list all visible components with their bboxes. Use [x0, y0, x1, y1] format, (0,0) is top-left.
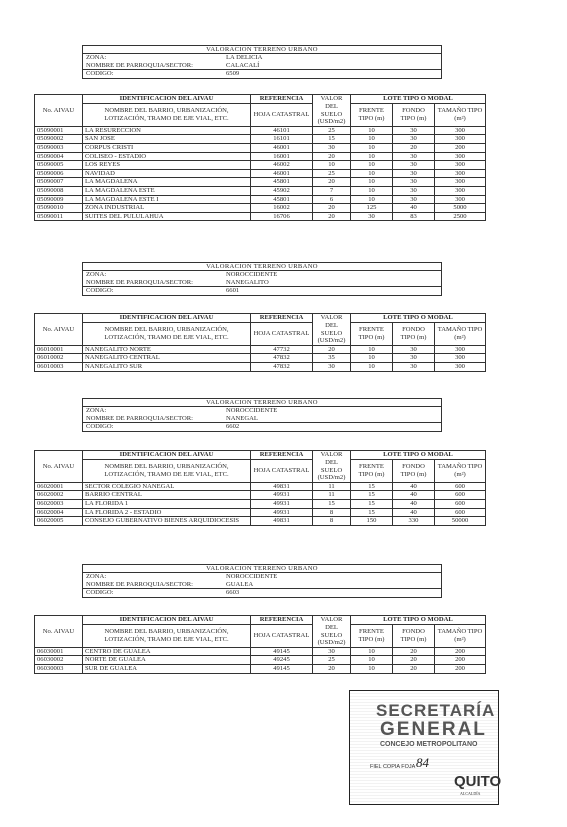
table-cell: NORTE DE GUALEA: [83, 656, 251, 665]
table-cell: LA MAGDALENA ESTE I: [83, 195, 251, 204]
table-cell: 47732: [251, 345, 313, 354]
table-cell: 30: [351, 212, 393, 221]
col-valor: VALOR: [313, 451, 351, 460]
col-suelo: DEL SUELO (USD/m2): [313, 103, 351, 126]
table-cell: 20: [313, 178, 351, 187]
table-cell: 49831: [251, 482, 313, 491]
parroquia-label: NOMBRE DE PARROQUIA/SECTOR:: [86, 61, 193, 69]
col-fondo: FONDO TIPO (m): [393, 459, 435, 482]
table-cell: 600: [435, 491, 486, 500]
codigo-label: CODIGO:: [86, 589, 114, 597]
col-suelo: DEL SUELO (USD/m2): [313, 322, 351, 345]
table-cell: 49931: [251, 500, 313, 509]
table-cell: 40: [393, 482, 435, 491]
table-cell: 49145: [251, 665, 313, 674]
col-lote: LOTE TIPO O MODAL: [351, 95, 486, 104]
table-cell: 05090001: [35, 126, 83, 135]
table-cell: NANEGALITO CENTRAL: [83, 354, 251, 363]
table-cell: 05090003: [35, 144, 83, 153]
table-row: [35, 195, 486, 204]
table-row: [35, 354, 486, 363]
stamp-small-text: ALCALDÍA: [460, 791, 481, 796]
valuation-table: [34, 615, 486, 674]
table-cell: LA MAGDALENA ESTE: [83, 187, 251, 196]
table-cell: 300: [435, 135, 486, 144]
table-cell: 150: [351, 517, 393, 526]
table-cell: 25: [313, 656, 351, 665]
table-cell: 05090002: [35, 135, 83, 144]
table-cell: 15: [351, 500, 393, 509]
section-title: VALORACION TERRENO URBANO: [83, 399, 441, 407]
codigo-row: [83, 286, 441, 294]
table-cell: 45902: [251, 187, 313, 196]
table-row: [35, 345, 486, 354]
table-row: [35, 665, 486, 674]
table-cell: 40: [393, 500, 435, 509]
table-cell: 45801: [251, 178, 313, 187]
table-cell: 7: [313, 187, 351, 196]
table-cell: 2500: [435, 212, 486, 221]
col-suelo: DEL SUELO (USD/m2): [313, 459, 351, 482]
table-cell: CORPUS CRISTI: [83, 144, 251, 153]
table-cell: 46002: [251, 161, 313, 170]
col-tamano: TAMAÑO TIPO (m²): [435, 103, 486, 126]
table-cell: 30: [393, 135, 435, 144]
col-no: No. AIVAU: [35, 314, 83, 346]
stamp-line2: GENERAL: [380, 719, 487, 740]
table-cell: 06030001: [35, 647, 83, 656]
col-tamano: TAMAÑO TIPO (m²): [435, 322, 486, 345]
table-cell: 300: [435, 354, 486, 363]
table-cell: 300: [435, 169, 486, 178]
table-row: [35, 126, 486, 135]
table-cell: 600: [435, 508, 486, 517]
table-row: [35, 500, 486, 509]
table-cell: 30: [393, 178, 435, 187]
col-lote: LOTE TIPO O MODAL: [351, 616, 486, 625]
parroquia-label: NOMBRE DE PARROQUIA/SECTOR:: [86, 414, 193, 422]
col-lote: LOTE TIPO O MODAL: [351, 451, 486, 460]
zona-value: NOROCCIDENTE: [226, 407, 278, 415]
table-cell: 05090010: [35, 204, 83, 213]
codigo-label: CODIGO:: [86, 287, 114, 295]
table-cell: 11: [313, 482, 351, 491]
table-cell: 15: [351, 508, 393, 517]
table-cell: 30: [313, 363, 351, 372]
table-cell: BARRIO CENTRAL: [83, 491, 251, 500]
table-cell: 30: [393, 152, 435, 161]
zona-label: ZONA:: [86, 54, 107, 62]
parroquia-value: NANEGAL: [226, 414, 258, 422]
table-cell: 05090006: [35, 169, 83, 178]
table-cell: 25: [313, 169, 351, 178]
zona-row: [83, 407, 441, 414]
col-valor: VALOR: [313, 616, 351, 625]
col-tamano: TAMAÑO TIPO (m²): [435, 624, 486, 647]
stamp-fiel-copia: FIEL COPIA FOJA: [370, 764, 416, 770]
table-cell: 46001: [251, 169, 313, 178]
table-cell: 10: [351, 647, 393, 656]
col-ref: REFERENCIA: [251, 314, 313, 323]
col-ref: REFERENCIA: [251, 616, 313, 625]
table-cell: 10: [351, 178, 393, 187]
table-cell: COLISEO - ESTADIO: [83, 152, 251, 161]
table-cell: 49245: [251, 656, 313, 665]
table-row: [35, 508, 486, 517]
table-cell: 6: [313, 195, 351, 204]
col-ref: REFERENCIA: [251, 451, 313, 460]
table-cell: 10: [313, 161, 351, 170]
table-cell: 06010001: [35, 345, 83, 354]
table-row: [35, 187, 486, 196]
table-cell: 200: [435, 656, 486, 665]
col-frente: FRENTE TIPO (m): [351, 624, 393, 647]
table-row: [35, 178, 486, 187]
table-cell: 49931: [251, 491, 313, 500]
table-cell: 06030002: [35, 656, 83, 665]
table-cell: 06030003: [35, 665, 83, 674]
table-cell: 600: [435, 482, 486, 491]
parroquia-label: NOMBRE DE PARROQUIA/SECTOR:: [86, 278, 193, 286]
codigo-row: [83, 588, 441, 596]
parroquia-value: CALACALÍ: [226, 61, 260, 69]
table-cell: 40: [393, 508, 435, 517]
table-cell: 47832: [251, 354, 313, 363]
table-cell: 30: [313, 647, 351, 656]
table-cell: 05090007: [35, 178, 83, 187]
table-cell: 10: [351, 656, 393, 665]
table-cell: 10: [351, 135, 393, 144]
codigo-row: [83, 422, 441, 430]
table-cell: 45801: [251, 195, 313, 204]
table-cell: NAVIDAD: [83, 169, 251, 178]
table-cell: 200: [435, 665, 486, 674]
table-cell: 30: [393, 345, 435, 354]
table-cell: CONSEJO GUBERNATIVO BIENES ARQUIDIOCESIS: [83, 517, 251, 526]
table-cell: 05090008: [35, 187, 83, 196]
table-cell: 300: [435, 152, 486, 161]
table-cell: 15: [313, 135, 351, 144]
table-row: [35, 204, 486, 213]
zona-value: LA DELICIA: [226, 54, 263, 62]
table-cell: SECTOR COLEGIO NANEGAL: [83, 482, 251, 491]
table-cell: 300: [435, 187, 486, 196]
zona-row: [83, 54, 441, 61]
parroquia-row: [83, 415, 441, 422]
parroquia-label: NOMBRE DE PARROQUIA/SECTOR:: [86, 580, 193, 588]
table-cell: 30: [393, 354, 435, 363]
header-row: [35, 616, 486, 625]
table-cell: 10: [351, 152, 393, 161]
table-cell: LA RESURECCION: [83, 126, 251, 135]
table-row: [35, 482, 486, 491]
table-cell: 40: [393, 204, 435, 213]
parroquia-row: [83, 581, 441, 588]
table-cell: 06010002: [35, 354, 83, 363]
table-row: [35, 491, 486, 500]
table-cell: 600: [435, 500, 486, 509]
section-header: [82, 262, 442, 296]
zona-value: NOROCCIDENTE: [226, 573, 278, 581]
stamp-line1: SECRETARÍA: [376, 701, 496, 720]
table-cell: 20: [313, 345, 351, 354]
table-row: [35, 135, 486, 144]
table-cell: 40: [393, 491, 435, 500]
subheader-row: [35, 459, 486, 482]
col-nombre: NOMBRE DEL BARRIO, URBANIZACIÓN, LOTIZACIÓN, TRAMO DE EJE VIAL, ETC.: [83, 459, 251, 482]
col-valor: VALOR: [313, 314, 351, 323]
table-cell: SUR DE GUALEA: [83, 665, 251, 674]
section-title: VALORACION TERRENO URBANO: [83, 46, 441, 54]
secretaria-general-stamp: [349, 690, 502, 805]
subheader-row: [35, 624, 486, 647]
zona-label: ZONA:: [86, 573, 107, 581]
table-cell: 30: [393, 195, 435, 204]
table-cell: 16101: [251, 135, 313, 144]
table-cell: 20: [313, 212, 351, 221]
table-cell: 200: [435, 647, 486, 656]
table-row: [35, 517, 486, 526]
subheader-row: [35, 103, 486, 126]
valuation-table: [34, 450, 486, 526]
table-cell: 06010003: [35, 363, 83, 372]
table-cell: 300: [435, 345, 486, 354]
table-cell: 25: [313, 126, 351, 135]
col-fondo: FONDO TIPO (m): [393, 322, 435, 345]
table-cell: 5000: [435, 204, 486, 213]
zona-label: ZONA:: [86, 407, 107, 415]
valuation-table: [34, 313, 486, 372]
col-fondo: FONDO TIPO (m): [393, 624, 435, 647]
codigo-value: 6603: [226, 589, 240, 597]
table-cell: 15: [351, 491, 393, 500]
table-cell: 10: [351, 354, 393, 363]
table-cell: 06020002: [35, 491, 83, 500]
table-row: [35, 144, 486, 153]
codigo-label: CODIGO:: [86, 423, 114, 431]
table-cell: NANEGALITO NORTE: [83, 345, 251, 354]
table-cell: 330: [393, 517, 435, 526]
table-cell: 30: [393, 126, 435, 135]
stamp-page-number: 84: [416, 755, 429, 770]
col-tamano: TAMAÑO TIPO (m²): [435, 459, 486, 482]
col-no: No. AIVAU: [35, 451, 83, 483]
col-no: No. AIVAU: [35, 95, 83, 127]
table-cell: 30: [393, 363, 435, 372]
table-cell: LOS REYES: [83, 161, 251, 170]
table-cell: 10: [351, 665, 393, 674]
table-cell: 06020003: [35, 500, 83, 509]
table-cell: 06020005: [35, 517, 83, 526]
header-row: [35, 95, 486, 104]
stamp-logo: QUITO: [454, 773, 502, 790]
table-cell: 06020004: [35, 508, 83, 517]
col-hoja: HOJA CATASTRAL: [251, 103, 313, 126]
table-cell: 15: [351, 482, 393, 491]
table-cell: 30: [393, 187, 435, 196]
table-row: [35, 152, 486, 161]
table-cell: 16706: [251, 212, 313, 221]
table-cell: 300: [435, 161, 486, 170]
col-ident: IDENTIFICACION DEL AIVAU: [83, 314, 251, 323]
table-cell: 06020001: [35, 482, 83, 491]
table-row: [35, 161, 486, 170]
table-cell: NANEGALITO SUR: [83, 363, 251, 372]
table-cell: 10: [351, 345, 393, 354]
table-cell: LA MAGDALENA: [83, 178, 251, 187]
table-cell: 300: [435, 195, 486, 204]
col-hoja: HOJA CATASTRAL: [251, 322, 313, 345]
table-cell: 49831: [251, 517, 313, 526]
table-cell: 10: [351, 144, 393, 153]
table-cell: ZONA INDUSTRIAL: [83, 204, 251, 213]
col-nombre: NOMBRE DEL BARRIO, URBANIZACIÓN, LOTIZACIÓN, TRAMO DE EJE VIAL, ETC.: [83, 624, 251, 647]
table-cell: 05090009: [35, 195, 83, 204]
table-cell: 15: [313, 500, 351, 509]
table-cell: 30: [393, 169, 435, 178]
col-hoja: HOJA CATASTRAL: [251, 624, 313, 647]
table-cell: 10: [351, 126, 393, 135]
zona-row: [83, 573, 441, 580]
codigo-value: 6602: [226, 423, 240, 431]
table-cell: 35: [313, 354, 351, 363]
table-cell: 10: [351, 169, 393, 178]
table-row: [35, 169, 486, 178]
table-row: [35, 363, 486, 372]
table-cell: SAN JOSE: [83, 135, 251, 144]
table-cell: 46101: [251, 126, 313, 135]
table-cell: 10: [351, 161, 393, 170]
zona-value: NOROCCIDENTE: [226, 271, 278, 279]
col-fondo: FONDO TIPO (m): [393, 103, 435, 126]
col-valor: VALOR: [313, 95, 351, 104]
col-ident: IDENTIFICACION DEL AIVAU: [83, 451, 251, 460]
table-cell: 05090004: [35, 152, 83, 161]
table-cell: 20: [313, 204, 351, 213]
col-frente: FRENTE TIPO (m): [351, 459, 393, 482]
table-cell: 125: [351, 204, 393, 213]
table-row: [35, 656, 486, 665]
parroquia-value: NANEGALITO: [226, 278, 269, 286]
col-ref: REFERENCIA: [251, 95, 313, 104]
table-cell: 20: [393, 656, 435, 665]
zona-row: [83, 271, 441, 278]
codigo-value: 6509: [226, 70, 240, 78]
parroquia-row: [83, 62, 441, 69]
col-suelo: DEL SUELO (USD/m2): [313, 624, 351, 647]
section-title: VALORACION TERRENO URBANO: [83, 263, 441, 271]
valuation-table: [34, 94, 486, 221]
codigo-value: 6601: [226, 287, 240, 295]
col-ident: IDENTIFICACION DEL AIVAU: [83, 616, 251, 625]
table-cell: 11: [313, 491, 351, 500]
stamp-line3: CONCEJO METROPOLITANO: [380, 741, 478, 748]
section-header: [82, 45, 442, 79]
table-cell: 49145: [251, 647, 313, 656]
table-cell: 10: [351, 187, 393, 196]
codigo-label: CODIGO:: [86, 70, 114, 78]
table-cell: 20: [393, 665, 435, 674]
section-header: [82, 398, 442, 432]
col-frente: FRENTE TIPO (m): [351, 322, 393, 345]
table-cell: 8: [313, 517, 351, 526]
table-cell: 20: [313, 152, 351, 161]
col-nombre: NOMBRE DEL BARRIO, URBANIZACIÓN, LOTIZACIÓN, TRAMO DE EJE VIAL, ETC.: [83, 322, 251, 345]
col-hoja: HOJA CATASTRAL: [251, 459, 313, 482]
codigo-row: [83, 69, 441, 77]
table-cell: LA FLORIDA 1: [83, 500, 251, 509]
table-cell: 20: [313, 665, 351, 674]
table-cell: 50000: [435, 517, 486, 526]
header-row: [35, 451, 486, 460]
table-cell: SUITES DEL PULULAHUA: [83, 212, 251, 221]
table-cell: 300: [435, 178, 486, 187]
table-cell: 16002: [251, 204, 313, 213]
table-cell: 46001: [251, 144, 313, 153]
col-lote: LOTE TIPO O MODAL: [351, 314, 486, 323]
subheader-row: [35, 322, 486, 345]
section-header: [82, 564, 442, 598]
table-cell: 05090011: [35, 212, 83, 221]
table-cell: 200: [435, 144, 486, 153]
table-cell: CENTRO DE GUALEA: [83, 647, 251, 656]
header-row: [35, 314, 486, 323]
table-row: [35, 647, 486, 656]
table-cell: LA FLORIDA 2 - ESTADIO: [83, 508, 251, 517]
parroquia-row: [83, 279, 441, 286]
table-cell: 300: [435, 126, 486, 135]
table-cell: 10: [351, 195, 393, 204]
table-cell: 10: [351, 363, 393, 372]
table-cell: 83: [393, 212, 435, 221]
zona-label: ZONA:: [86, 271, 107, 279]
table-cell: 16001: [251, 152, 313, 161]
table-cell: 300: [435, 363, 486, 372]
col-no: No. AIVAU: [35, 616, 83, 648]
table-cell: 30: [313, 144, 351, 153]
table-cell: 30: [393, 161, 435, 170]
table-cell: 8: [313, 508, 351, 517]
table-cell: 20: [393, 144, 435, 153]
col-frente: FRENTE TIPO (m): [351, 103, 393, 126]
parroquia-value: GUALEA: [226, 580, 254, 588]
col-ident: IDENTIFICACION DEL AIVAU: [83, 95, 251, 104]
table-cell: 49931: [251, 508, 313, 517]
table-cell: 47832: [251, 363, 313, 372]
table-cell: 05090005: [35, 161, 83, 170]
col-nombre: NOMBRE DEL BARRIO, URBANIZACIÓN, LOTIZACIÓN, TRAMO DE EJE VIAL, ETC.: [83, 103, 251, 126]
table-cell: 20: [393, 647, 435, 656]
section-title: VALORACION TERRENO URBANO: [83, 565, 441, 573]
table-row: [35, 212, 486, 221]
